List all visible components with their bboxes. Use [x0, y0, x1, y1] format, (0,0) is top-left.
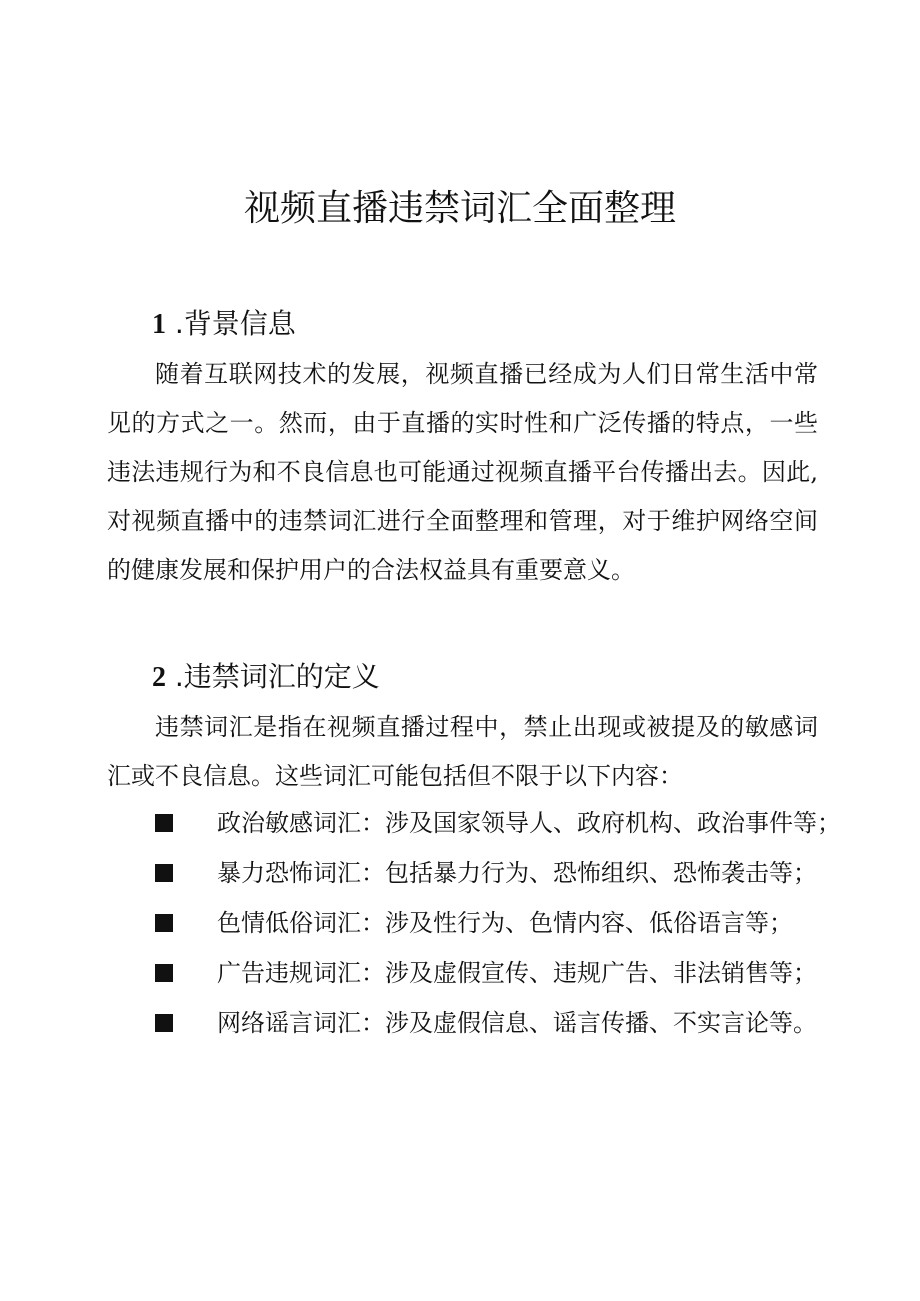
section-1-heading	[152, 304, 296, 345]
list-item-text: 色情低俗词汇：涉及性行为、色情内容、低俗语言等；	[217, 909, 793, 937]
section-2-heading	[152, 657, 380, 698]
list-item	[155, 998, 855, 1048]
list-item	[155, 848, 855, 898]
list-item-text: 政治敏感词汇：涉及国家领导人、政府机构、政治事件等；	[217, 809, 841, 837]
list-item-text: 网络谣言词汇：涉及虚假信息、谣言传播、不实言论等。	[217, 1009, 817, 1037]
list-item	[155, 898, 855, 948]
list-item-text: 广告违规词汇：涉及虚假宣传、违规广告、非法销售等；	[217, 959, 817, 987]
list-item	[155, 948, 855, 998]
section-1-title: .背景信息	[174, 307, 296, 340]
square-bullet-icon	[155, 914, 173, 932]
list-item	[155, 798, 855, 848]
document-title: 视频直播违禁词汇全面整理	[243, 188, 676, 229]
prohibited-categories-list	[155, 798, 855, 1048]
section-2-title: .违禁词汇的定义	[174, 660, 380, 693]
square-bullet-icon	[155, 964, 173, 982]
square-bullet-icon	[155, 814, 173, 832]
section-2-paragraph: 违禁词汇是指在视频直播过程中，禁止出现或被提及的敏感词汇或不良信息。这些词汇可能包括但不限于以下内容：	[107, 713, 818, 790]
square-bullet-icon	[155, 1014, 173, 1032]
section-2-number: 2	[152, 662, 166, 693]
square-bullet-icon	[155, 864, 173, 882]
list-item-text: 暴力恐怖词汇：包括暴力行为、恐怖组织、恐怖袭击等；	[217, 859, 817, 887]
section-1-number: 1	[152, 309, 166, 340]
section-1-paragraph: 随着互联网技术的发展，视频直播已经成为人们日常生活中常见的方式之一。然而，由于直播的实时性和广泛传播的特点，一些违法违规行为和不良信息也可能通过视频直播平台传播出去。因此,对视频直播中的违禁词汇进行全面整理和管理，对于维护网络空间的健康发展和保护用户的合法权益具有重要意义。	[107, 360, 818, 584]
